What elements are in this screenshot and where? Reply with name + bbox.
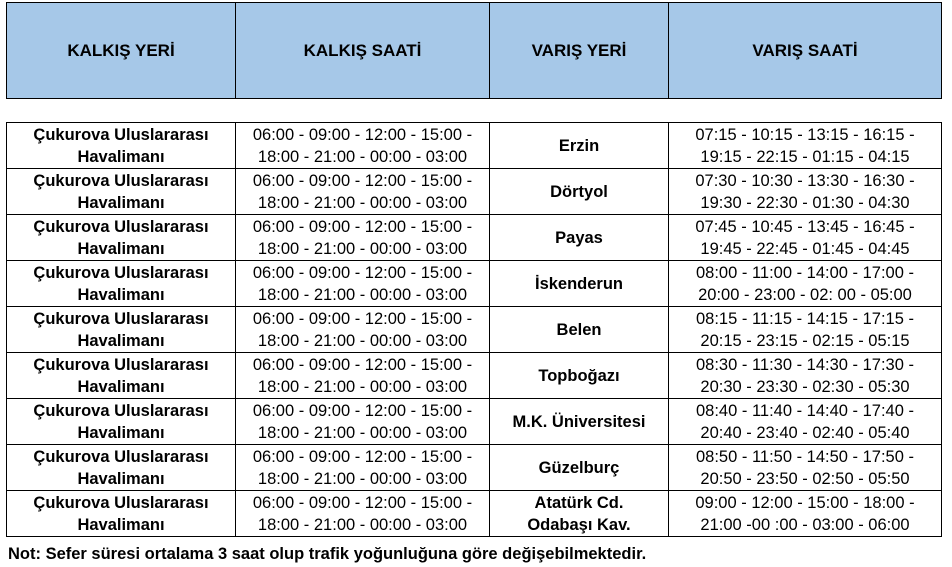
departure-times-cell (236, 445, 490, 491)
departure-times-line: 18:00 - 21:00 - 00:00 - 03:00 (257, 515, 468, 534)
departure-place-cell (7, 445, 236, 491)
arrival-times-line: 20:40 - 23:40 - 02:40 - 05:40 (700, 423, 910, 442)
arrival-times-cell (669, 123, 942, 169)
arrival-place-cell (490, 445, 669, 491)
arrival-times-line: 08:40 - 11:40 - 14:40 - 17:40 - (695, 401, 914, 420)
table-row (7, 491, 942, 537)
table-row (7, 215, 942, 261)
departure-place-line: Çukurova Uluslararası (33, 493, 209, 512)
arrival-place-line: Belen (556, 320, 602, 339)
arrival-place-line: Odabaşı Kav. (527, 515, 631, 534)
table-row (7, 261, 942, 307)
arrival-place-cell (490, 307, 669, 353)
departure-place-line: Havalimanı (77, 331, 165, 350)
departure-place-line: Çukurova Uluslararası (33, 447, 209, 466)
departure-place-cell (7, 307, 236, 353)
departure-times-cell (236, 353, 490, 399)
departure-times-line: 06:00 - 09:00 - 12:00 - 15:00 - (252, 263, 473, 282)
departure-place-line: Havalimanı (77, 193, 165, 212)
departure-times-line: 06:00 - 09:00 - 12:00 - 15:00 - (252, 125, 473, 144)
departure-times-line: 06:00 - 09:00 - 12:00 - 15:00 - (252, 447, 473, 466)
table-row (7, 307, 942, 353)
departure-times-line: 06:00 - 09:00 - 12:00 - 15:00 - (252, 309, 473, 328)
departure-times-line: 06:00 - 09:00 - 12:00 - 15:00 - (252, 217, 473, 236)
departure-place-line: Havalimanı (77, 515, 165, 534)
header-departure-time: KALKIŞ SAATİ (236, 3, 490, 99)
departure-place-line: Çukurova Uluslararası (33, 355, 209, 374)
departure-times-line: 18:00 - 21:00 - 00:00 - 03:00 (257, 193, 468, 212)
departure-place-cell (7, 399, 236, 445)
arrival-times-line: 07:15 - 10:15 - 13:15 - 16:15 - (695, 125, 915, 144)
departure-times-line: 18:00 - 21:00 - 00:00 - 03:00 (257, 331, 468, 350)
departure-times-line: 06:00 - 09:00 - 12:00 - 15:00 - (252, 401, 473, 420)
schedule-table (6, 122, 942, 537)
departure-times-line: 18:00 - 21:00 - 00:00 - 03:00 (257, 285, 468, 304)
arrival-times-line: 19:45 - 22:45 - 01:45 - 04:45 (700, 239, 910, 258)
arrival-times-cell (669, 169, 942, 215)
departure-times-line: 18:00 - 21:00 - 00:00 - 03:00 (257, 239, 468, 258)
departure-times-line: 06:00 - 09:00 - 12:00 - 15:00 - (252, 355, 473, 374)
arrival-place-line: Dörtyol (550, 182, 608, 201)
arrival-place-cell (490, 353, 669, 399)
arrival-times-line: 19:15 - 22:15 - 01:15 - 04:15 (700, 147, 910, 166)
departure-times-cell (236, 491, 490, 537)
arrival-place-line: Payas (555, 228, 603, 247)
table-row (7, 399, 942, 445)
arrival-times-line: 08:15 - 11:15 - 14:15 - 17:15 - (695, 309, 914, 328)
arrival-times-cell (669, 307, 942, 353)
arrival-place-cell (490, 491, 669, 537)
departure-place-line: Çukurova Uluslararası (33, 263, 209, 282)
arrival-place-cell (490, 399, 669, 445)
departure-place-cell (7, 123, 236, 169)
table-row (7, 169, 942, 215)
arrival-times-line: 20:00 - 23:00 - 02: 00 - 05:00 (698, 285, 912, 304)
arrival-times-cell (669, 399, 942, 445)
arrival-place-line: Güzelburç (538, 458, 620, 477)
arrival-times-cell (669, 445, 942, 491)
table-row (7, 445, 942, 491)
departure-times-line: 18:00 - 21:00 - 00:00 - 03:00 (257, 147, 468, 166)
arrival-times-line: 20:15 - 23:15 - 02:15 - 05:15 (700, 331, 910, 350)
arrival-times-line: 08:50 - 11:50 - 14:50 - 17:50 - (695, 447, 914, 466)
arrival-place-line: Erzin (558, 136, 600, 155)
arrival-place-line: M.K. Üniversitesi (512, 412, 646, 431)
departure-times-cell (236, 307, 490, 353)
schedule-header-table (6, 2, 942, 99)
arrival-times-line: 21:00 -00 :00 - 03:00 - 06:00 (700, 515, 910, 534)
departure-place-line: Çukurova Uluslararası (33, 125, 209, 144)
header-arrival-place: VARIŞ YERİ (490, 3, 669, 99)
arrival-times-line: 20:30 - 23:30 - 02:30 - 05:30 (700, 377, 910, 396)
arrival-times-cell (669, 261, 942, 307)
table-row (7, 123, 942, 169)
table-row (7, 353, 942, 399)
departure-place-cell (7, 491, 236, 537)
arrival-place-cell (490, 123, 669, 169)
arrival-place-cell (490, 215, 669, 261)
arrival-times-line: 08:30 - 11:30 - 14:30 - 17:30 - (695, 355, 914, 374)
departure-times-line: 06:00 - 09:00 - 12:00 - 15:00 - (252, 171, 473, 190)
departure-place-line: Havalimanı (77, 147, 165, 166)
header-arrival-time: VARIŞ SAATİ (669, 3, 942, 99)
arrival-times-line: 07:30 - 10:30 - 13:30 - 16:30 - (695, 171, 915, 190)
departure-place-line: Çukurova Uluslararası (33, 217, 209, 236)
arrival-times-cell (669, 215, 942, 261)
departure-times-line: 18:00 - 21:00 - 00:00 - 03:00 (257, 423, 468, 442)
arrival-times-line: 09:00 - 12:00 - 15:00 - 18:00 - (695, 493, 915, 512)
departure-place-line: Havalimanı (77, 285, 165, 304)
arrival-times-line: 07:45 - 10:45 - 13:45 - 16:45 - (695, 217, 915, 236)
departure-place-line: Havalimanı (77, 423, 165, 442)
departure-place-line: Havalimanı (77, 239, 165, 258)
departure-place-line: Çukurova Uluslararası (33, 171, 209, 190)
departure-place-line: Çukurova Uluslararası (33, 401, 209, 420)
arrival-times-line: 08:00 - 11:00 - 14:00 - 17:00 - (695, 263, 914, 282)
arrival-place-cell (490, 261, 669, 307)
departure-place-cell (7, 215, 236, 261)
departure-place-line: Havalimanı (77, 377, 165, 396)
arrival-place-cell (490, 169, 669, 215)
footnote: Not: Sefer süresi ortalama 3 saat olup trafik yoğunluğuna göre değişebilmektedir. (8, 545, 647, 563)
header-departure-place: KALKIŞ YERİ (7, 3, 236, 99)
departure-place-cell (7, 261, 236, 307)
departure-times-cell (236, 261, 490, 307)
arrival-times-cell (669, 491, 942, 537)
departure-place-line: Çukurova Uluslararası (33, 309, 209, 328)
departure-times-cell (236, 123, 490, 169)
arrival-times-cell (669, 353, 942, 399)
departure-place-cell (7, 353, 236, 399)
arrival-place-line: İskenderun (534, 274, 624, 293)
departure-times-cell (236, 169, 490, 215)
arrival-times-line: 19:30 - 22:30 - 01:30 - 04:30 (700, 193, 910, 212)
arrival-place-line: Topboğazı (538, 366, 620, 385)
departure-times-line: 18:00 - 21:00 - 00:00 - 03:00 (257, 377, 468, 396)
arrival-times-line: 20:50 - 23:50 - 02:50 - 05:50 (700, 469, 910, 488)
departure-times-line: 06:00 - 09:00 - 12:00 - 15:00 - (252, 493, 473, 512)
departure-place-cell (7, 169, 236, 215)
arrival-place-line: Atatürk Cd. (534, 493, 624, 512)
departure-place-line: Havalimanı (77, 469, 165, 488)
departure-times-line: 18:00 - 21:00 - 00:00 - 03:00 (257, 469, 468, 488)
departure-times-cell (236, 399, 490, 445)
departure-times-cell (236, 215, 490, 261)
